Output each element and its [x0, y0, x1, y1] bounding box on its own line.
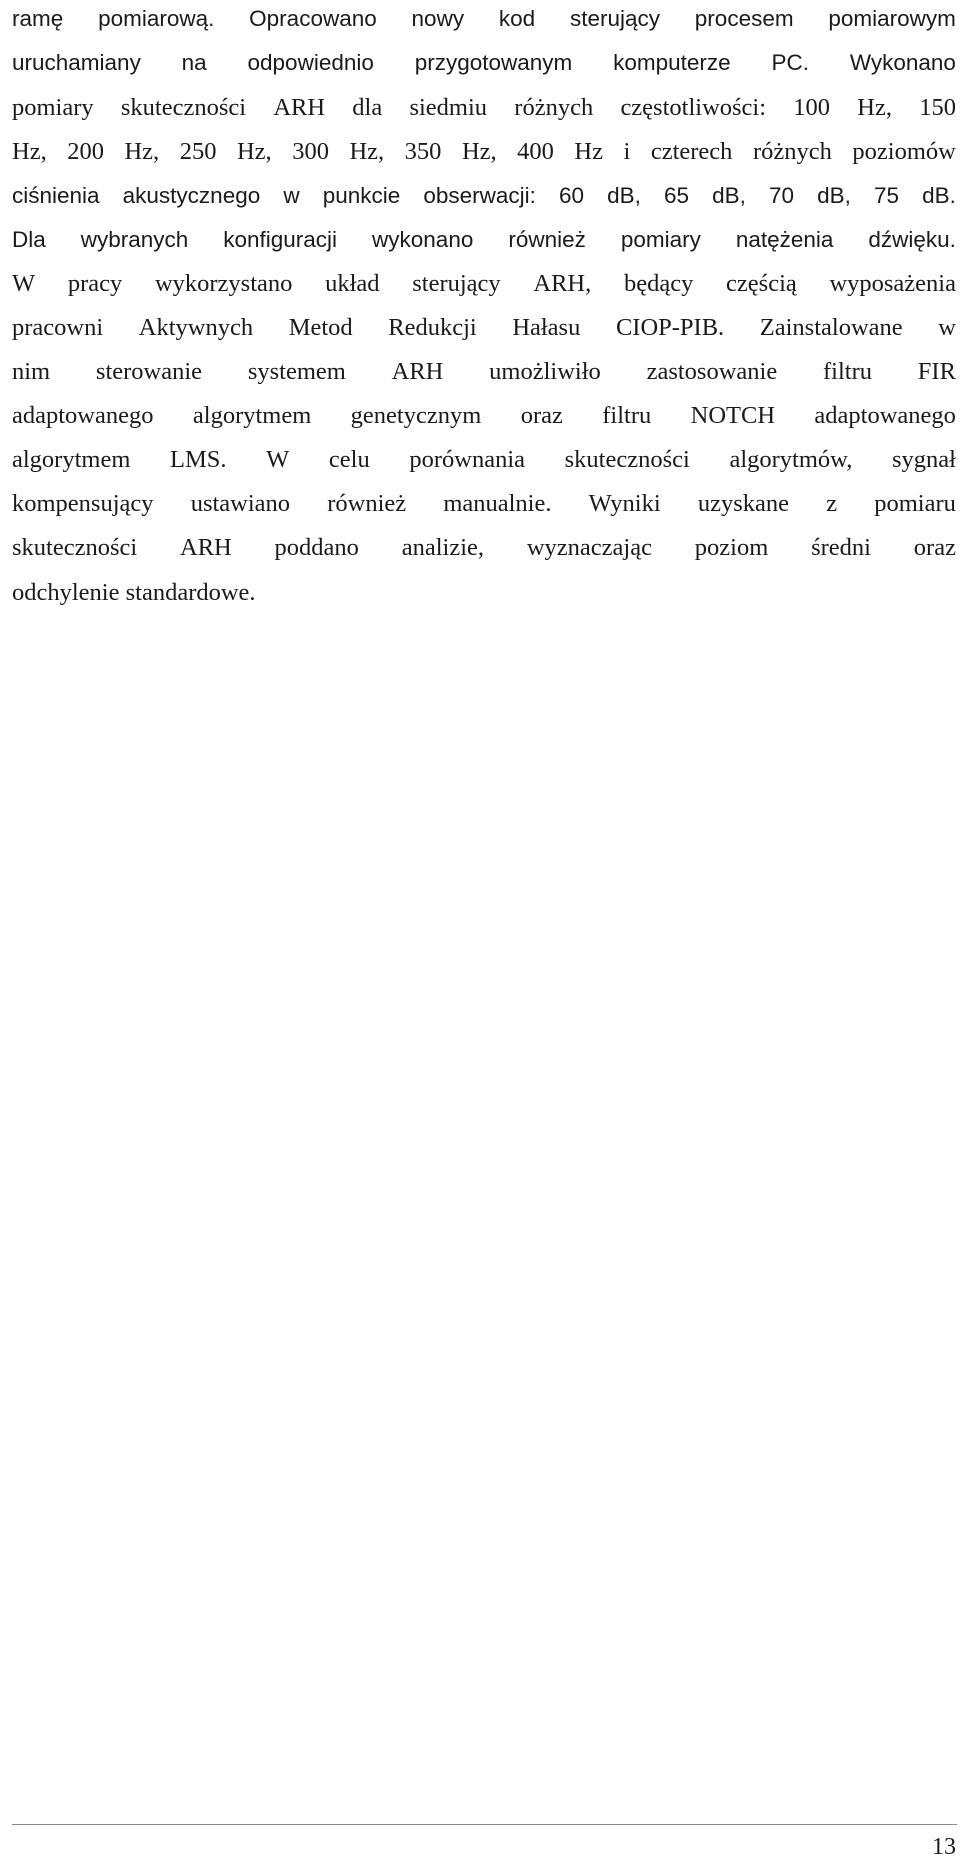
text-line: pracowni Aktywnych Metod Redukcji Hałasu CIOP-PIB. Zainstalowane w	[12, 314, 956, 341]
text-line: skuteczności ARH poddano analizie, wyznaczając poziom średni oraz	[12, 534, 956, 561]
footer-divider	[12, 1824, 957, 1825]
page-number: 13	[932, 1834, 956, 1860]
text-line: kompensujący ustawiano również manualnie. Wyniki uzyskane z pomiaru	[12, 490, 956, 517]
text-line: Dla wybranych konfiguracji wykonano również pomiary natężenia dźwięku.	[12, 227, 956, 252]
text-line: uruchamiany na odpowiednio przygotowanym komputerze PC. Wykonano	[12, 50, 956, 75]
text-line: ciśnienia akustycznego w punkcie obserwacji: 60 dB, 65 dB, 70 dB, 75 dB.	[12, 183, 956, 208]
text-line: pomiary skuteczności ARH dla siedmiu różnych częstotliwości: 100 Hz, 150	[12, 94, 956, 121]
text-line: ramę pomiarową. Opracowano nowy kod sterujący procesem pomiarowym	[12, 6, 956, 31]
text-line: nim sterowanie systemem ARH umożliwiło zastosowanie filtru FIR	[12, 358, 956, 385]
text-line: W pracy wykorzystano układ sterujący ARH, będący częścią wyposażenia	[12, 270, 956, 297]
text-line: adaptowanego algorytmem genetycznym oraz filtru NOTCH adaptowanego	[12, 402, 956, 429]
text-line: algorytmem LMS. W celu porównania skuteczności algorytmów, sygnał	[12, 446, 956, 473]
text-line: odchylenie standardowe.	[12, 579, 256, 606]
text-line: Hz, 200 Hz, 250 Hz, 300 Hz, 350 Hz, 400 Hz i czterech różnych poziomów	[12, 138, 956, 165]
